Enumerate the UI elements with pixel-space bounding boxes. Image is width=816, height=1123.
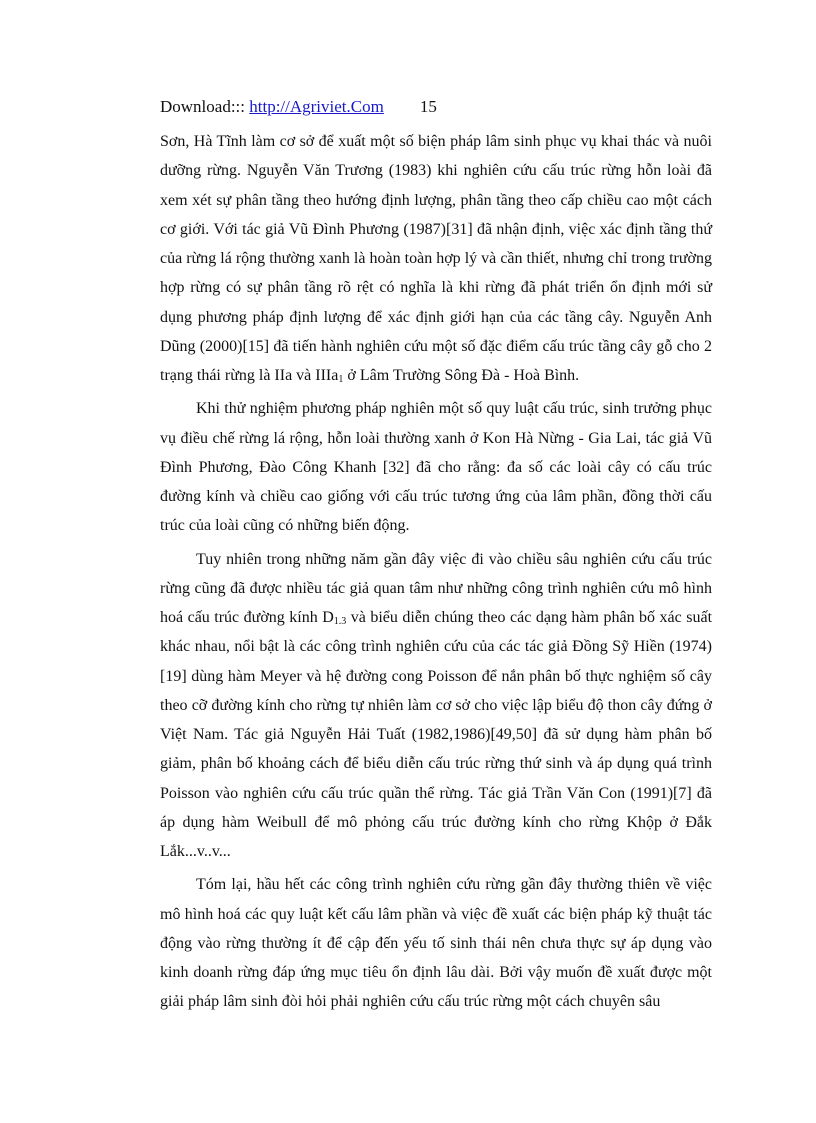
paragraph-2: Khi thử nghiệm phương pháp nghiên một số quy luật cấu trúc, sinh trưởng phục vụ điều chế rừng lá rộng, hỗn loài thường xanh ở Kon Hà Nừng - Gia Lai, tác giả Vũ Đình Phương, Đào Công Khanh [32] đã cho rằng: đa số các loài cây có cấu trúc đường kính và chiều cao giống với cấu trúc tương ứng của lâm phần, đồng thời cấu trúc của loài cũng có những biến động. [160,400,712,535]
download-label: Download::: [160,97,250,116]
paragraph-3: Tuy nhiên trong những năm gần đây việc đi vào chiều sâu nghiên cứu cấu trúc rừng cũng đã được nhiều tác giả quan tâm như những công trình nghiên cứu mô hình hoá cấu trúc đường kính $D_{1.3}$ và biểu diễn chúng theo các dạng hàm phân bố xác suất khác nhau, nổi bật là các công trình nghiên cứu của các tác giả Đồng Sỹ Hiền (1974)[19] dùng hàm Meyer và hệ đường cong Poisson để nắn phân bố thực nghiệm số cây theo cỡ đường kính cho rừng tự nhiên làm cơ sở cho việc lập biểu độ thon cây đứng ở Việt Nam. Tác giả Nguyễn Hải Tuất (1982,1986)[49,50] đã sử dụng hàm phân bố giảm, phân bố khoảng cách để biểu diễn cấu trúc rừng thứ sinh và áp dụng quá trình Poisson vào nghiên cứu cấu trúc quần thể rừng. Tác giả Trần Văn Con (1991)[7] đã áp dụng hàm Weibull để mô phỏng cấu trúc đường kính cho rừng Khộp ở Đắk Lắk...v..v... [160,550,713,860]
page-number: 15 [419,97,437,116]
subscript: 1 [338,374,344,385]
paragraph-4: Tóm lại, hầu hết các công trình nghiên cứu rừng gần đây thường thiên về việc mô hình hoá các quy luật kết cấu lâm phần và việc đề xuất các biện pháp kỹ thuật tác động vào rừng thường ít để cập đến yếu tố sinh thái nên chưa thực sự áp dụng vào kinh doanh rừng đáp ứng mục tiêu ổn định lâu dài. Bởi vậy muốn đề xuất được một giải pháp lâm sinh đòi hỏi phải nghiên cứu cấu trúc rừng một cách chuyên sâu [160,876,712,1011]
page-header [160,97,437,117]
subscript: 1.3 [333,616,347,627]
paragraph-1: Sơn, Hà Tĩnh làm cơ sở để xuất một số biện pháp lâm sinh phục vụ khai thác và nuôi dưỡng rừng. Nguyễn Văn Trương (1983) khi nghiên cứu cấu trúc rừng hỗn loài đã xem xét sự phân tầng theo hướng định lượng, phân tầng theo cấp chiều cao một cách cơ giới. Với tác giả Vũ Đình Phương (1987)[31] đã nhận định, việc xác định tầng thứ của rừng lá rộng thường xanh là hoàn toàn hợp lý và cần thiết, nhưng chỉ trong trường hợp rừng có sự phân tầng rõ rệt có nghĩa là khi rừng đã phát triển ổn định mới sử dụng phương pháp định lượng để xác định giới hạn của các tầng cây. Nguyễn Anh Dũng (2000)[15] đã tiến hành nghiên cứu một số đặc điểm cấu trúc tầng cây gỗ cho 2 trạng thái rừng là IIa và IIIa$_1$ ở Lâm Trường Sông Đà - Hoà Bình. [160,133,712,385]
body-text [160,127,712,1017]
agriviet-link[interactable]: http://Agriviet.Com [249,97,384,116]
